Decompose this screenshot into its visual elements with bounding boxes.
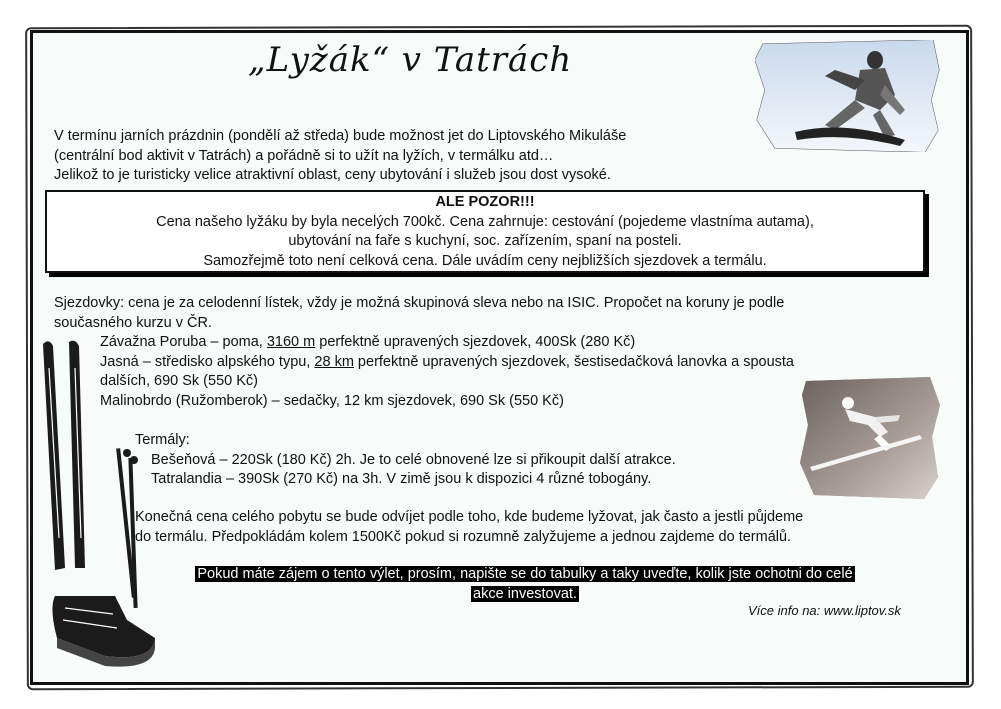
item-text: Závažna Poruba – poma, [100,334,267,350]
item-text: perfektně upravených sjezdovek, 400Sk (280 Kč) [315,334,636,350]
cta-line: akce investovat. [473,585,577,602]
warning-line: ubytování na faře s kuchyní, soc. zařízením, spaní na posteli. [288,233,682,249]
list-item: Tatralandia – 390Sk (270 Kč) na 3h. V zimě jsou k dispozici 4 různé tobogány. [151,471,652,487]
more-info-link[interactable]: Více info na: www.liptov.sk [748,603,901,618]
intro-line: V termínu jarních prázdnin (pondělí až středa) bude možnost jet do Liptovského Mikuláše [54,128,627,144]
list-item: Bešeňová – 220Sk (180 Kč) 2h. Je to celé obnovené lze si přikoupit další atrakce. [151,451,676,468]
list-item [100,392,914,412]
cta-line: Pokud máte zájem o tento výlet, prosím, napište se do tabulky a taky uveďte, kolik jste ochotni do celé [197,566,853,582]
warning-box [45,190,925,273]
item-text: Jasná – středisko alpského typu, [100,353,315,370]
thermal-heading: Termály: [135,432,190,448]
item-text: dalších, 690 Sk (550 Kč) [100,373,258,389]
thermal-section [135,431,775,490]
skier-image [800,377,940,499]
thermal-list [135,451,775,490]
slopes-list [54,333,914,411]
final-line: do termálu. Předpokládám kolem 1500Kč pokud si rozumně zalyžujeme a jednou zajdeme do termálů. [135,528,792,545]
item-text: Malinobrdo (Ružomberok) – sedačky, 12 km sjezdovek, 690 Sk (550 Kč) [100,392,564,409]
warning-heading: ALE POZOR!!! [435,194,535,210]
warning-line: Samozřejmě toto není celková cena. Dále uvádím ceny nejbližších sjezdovek a termálu. [203,252,767,269]
list-item [100,333,914,353]
slopes-intro: Sjezdovky: cena je za celodenní lístek, vždy je možná skupinová sleva nebo na ISIC. Propočet na koruny je podle [54,295,785,311]
item-underlined: 3160 m [266,334,316,350]
slopes-intro: současného kurzu v ČR. [54,314,212,331]
intro-line: Jelikož to je turisticky velice atraktivní oblast, ceny ubytování i služeb jsou dost vysoké. [54,167,611,183]
final-line: Konečná cena celého pobytu se bude odvíjet podle toho, kde budeme lyžovat, jak často a jestli půjdeme [135,509,804,525]
final-price-paragraph [135,508,915,547]
item-text: perfektně upravených sjezdovek, šestisedačková lanovka a spousta [353,353,794,370]
intro-line: (centrální bod aktivit v Tatrách) a pořádně si to užít na lyžích, v termálku atd… [54,147,554,164]
item-underlined: 28 km [314,353,354,370]
list-item [100,353,914,373]
call-to-action [140,565,910,604]
slopes-section [54,294,914,411]
intro-paragraph [54,127,734,186]
snowboarder-image [755,40,940,152]
skis-clipart [35,338,163,670]
list-item [100,372,914,392]
warning-line: Cena našeho lyžáku by byla necelých 700kč. Cena zahrnuje: cestování (pojedeme vlastníma autama), [156,213,814,230]
page-title: „Lyžák“ v Tatrách [248,40,573,80]
